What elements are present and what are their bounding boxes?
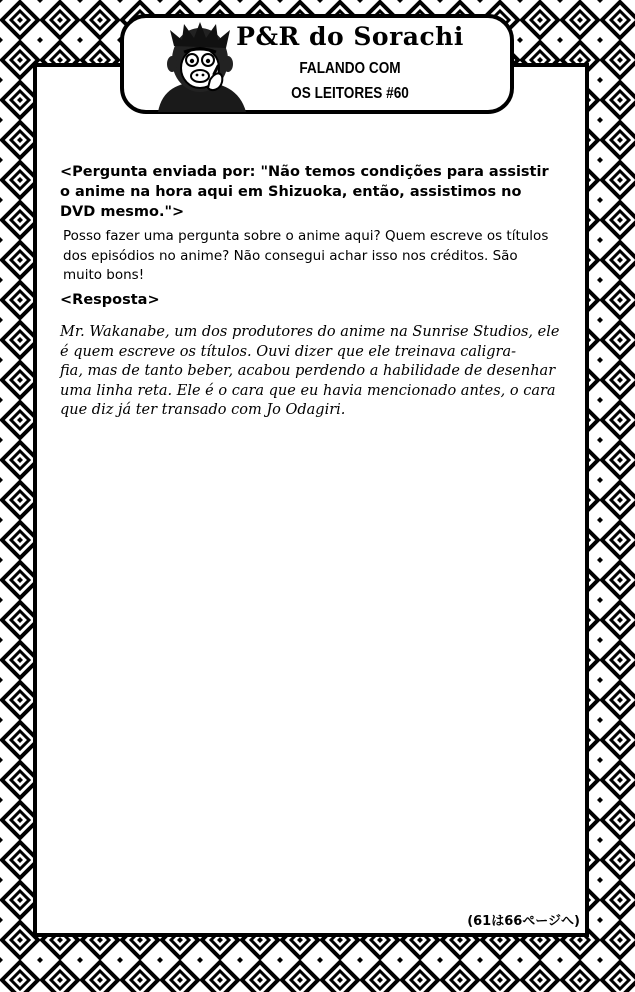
page-subtitle-line2: OS LEITORES #60 [291, 85, 409, 102]
question-body: Posso fazer uma pergunta sobre o anime aqui? Quem escreve os títulos dos episódios no anime? Não consegui achar isso nos créditos. São muito bons! [63, 228, 549, 283]
answer-label: <Resposta> [60, 292, 160, 308]
question-heading: <Pergunta enviada por: "Não temos condições para assistir o anime na hora aqui em Shizuoka, então, assistimos no DVD mesmo."> [60, 164, 549, 220]
page-title: P&R do Sorachi [236, 22, 464, 51]
answer-body: Mr. Wakanabe, um dos produtores do anime na Sunrise Studios, ele é quem escreve os títulos. Ouvi dizer que ele treinava caligra- fia, mas de tanto beber, acabou perdendo a habilidade de desenhar uma linha reta. Ele é o cara que eu havia mencionado antes, o cara que diz já ter transado com Jo Odagiri. [60, 324, 560, 418]
page-continuation-note: (61は66ページへ) [467, 914, 580, 929]
page-subtitle-line1: FALANDO COM [299, 60, 401, 77]
